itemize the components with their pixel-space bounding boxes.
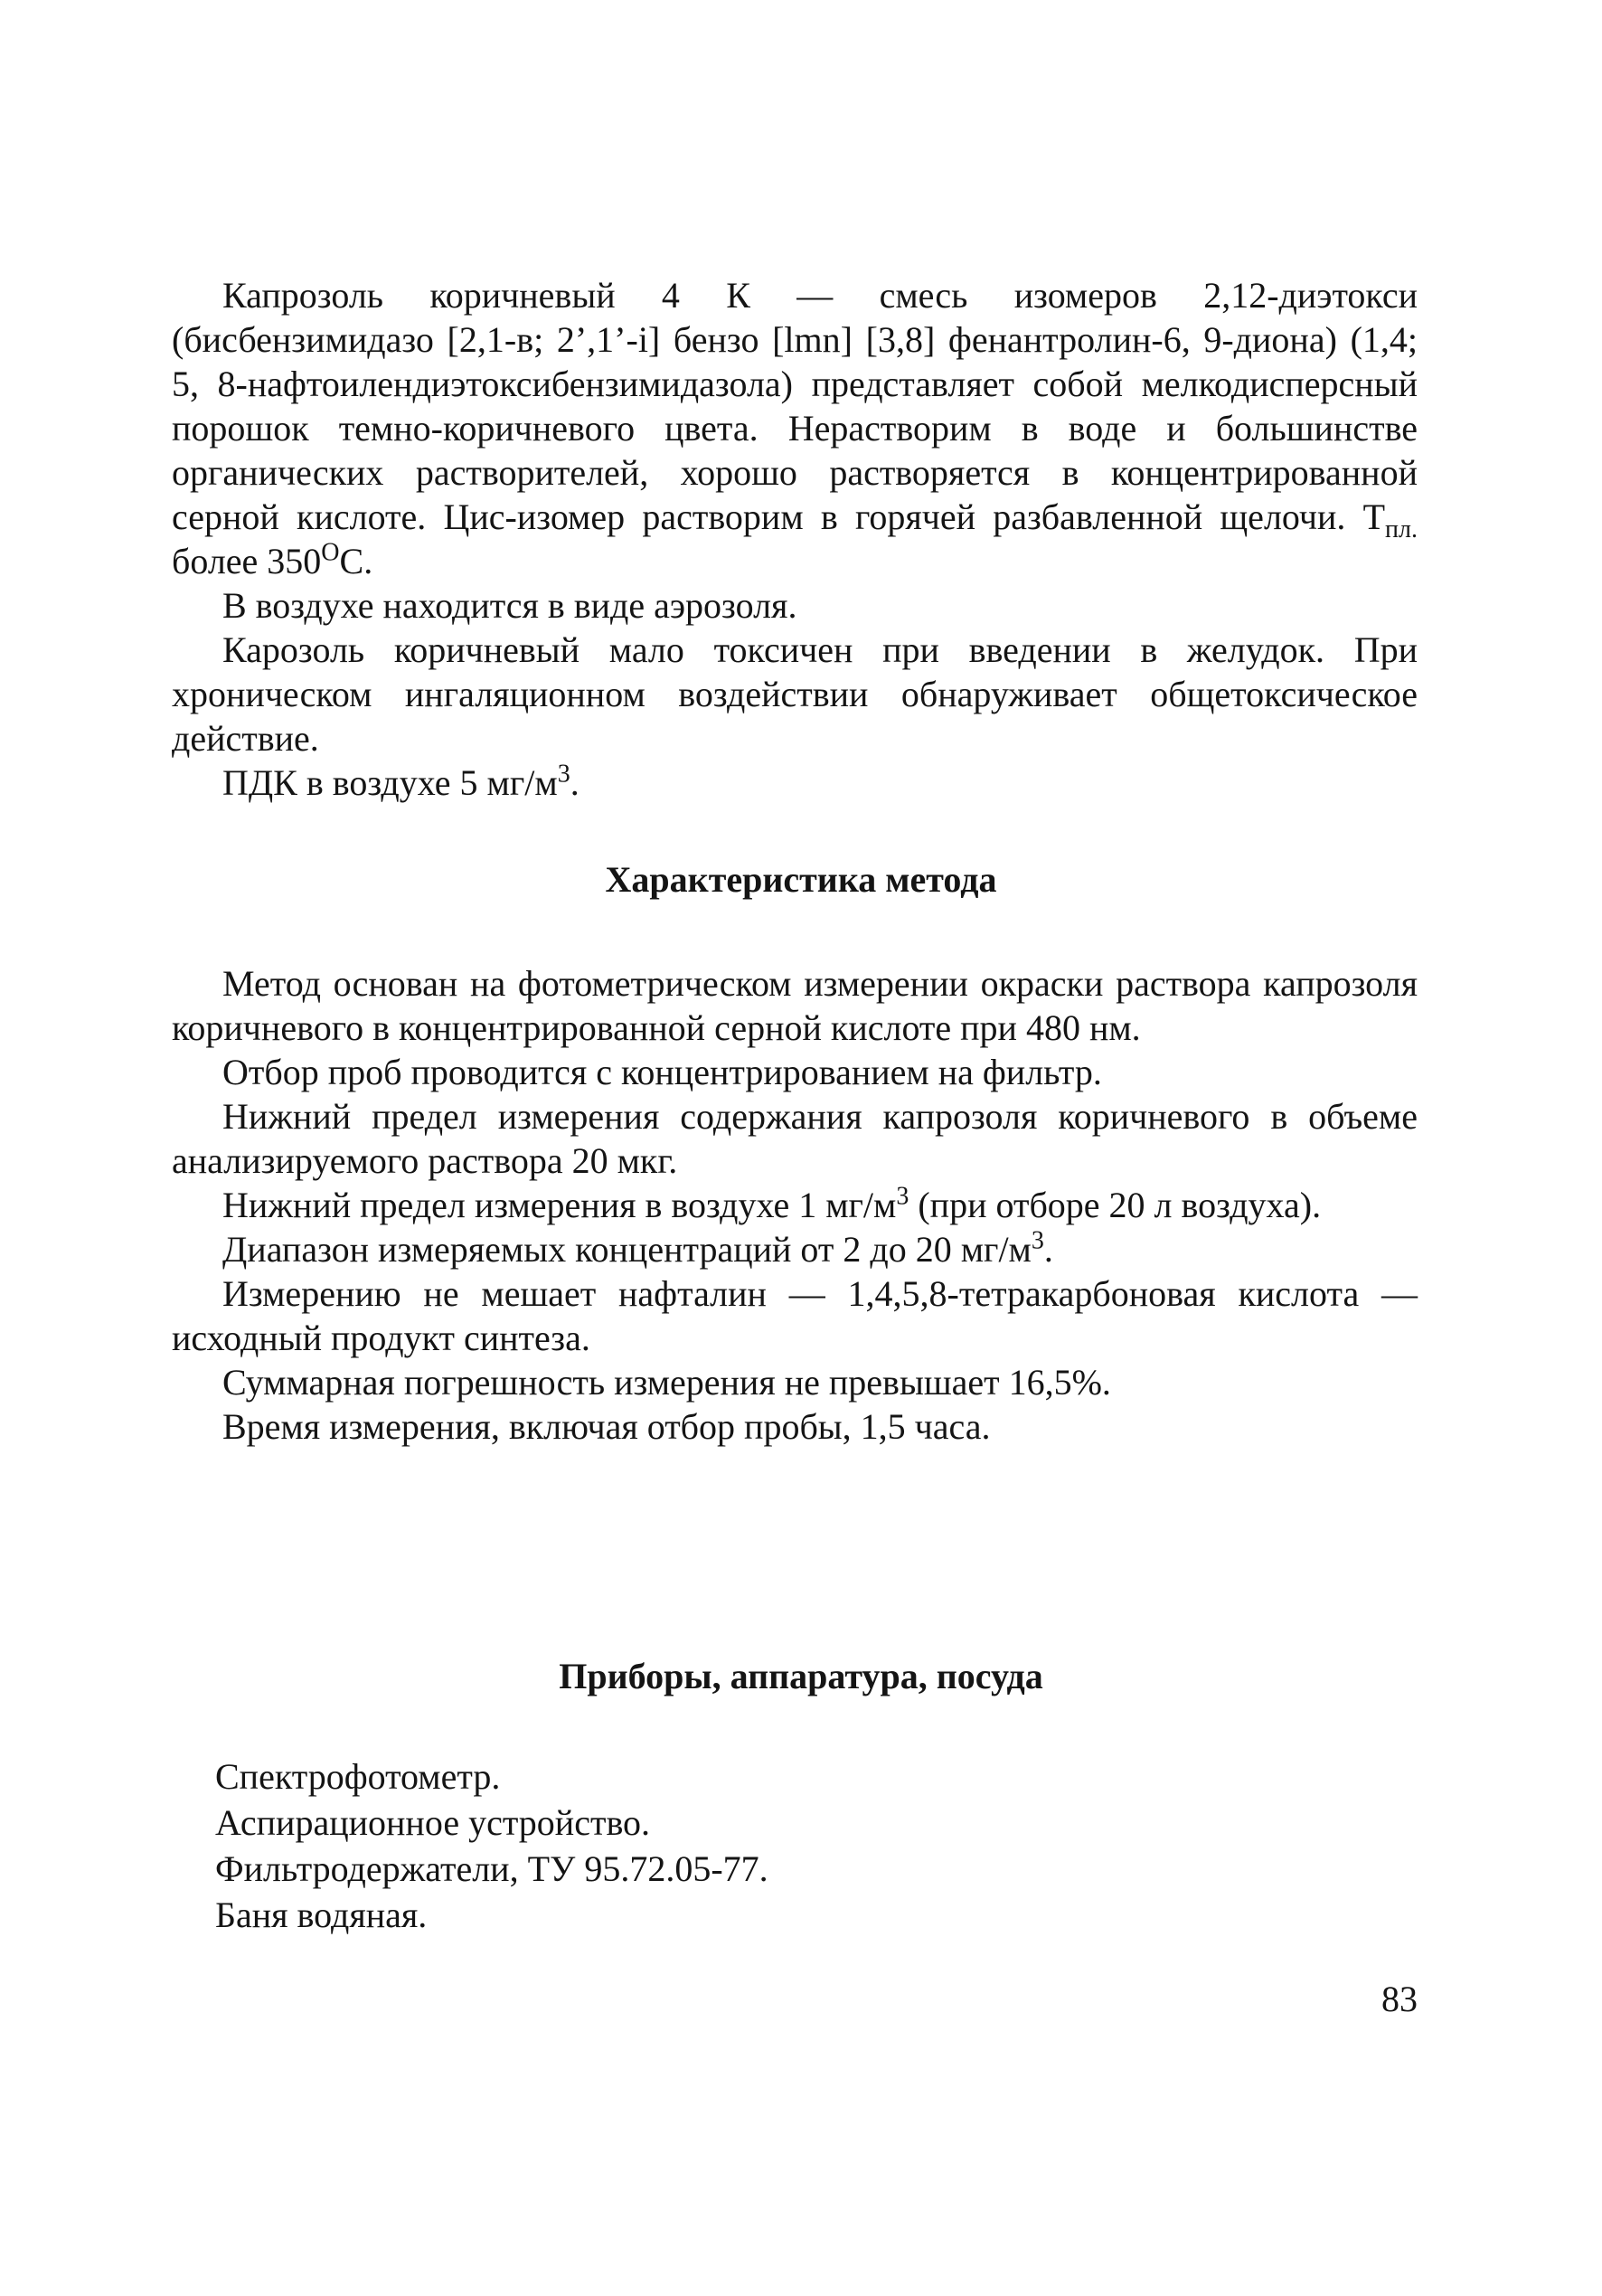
equipment-item: Баня водяная. (215, 1894, 428, 1935)
method-paragraph-range: Диапазон измеряемых концентраций от 2 до 20 $мг/м^3$. (222, 1226, 1053, 1270)
melting-point-subscript: пл. (1385, 515, 1418, 543)
intro-section (172, 273, 1418, 805)
method-paragraph-interference: Измерению не мешает нафталин — 1,4,5,8-тетракарбоновая кислота — исходный продукт синтеза. (172, 1273, 1418, 1358)
method-paragraph-sampling: Отбор проб проводится с концентрированием на фильтр. (222, 1052, 1102, 1092)
intro-paragraph-aerosol: В воздухе находится в виде аэрозоля. (222, 585, 797, 626)
equipment-item: Аспирационное устройство. (215, 1802, 651, 1843)
equipment-list (215, 1754, 1300, 1939)
method-section (172, 961, 1418, 1449)
degree-superscript: О (321, 538, 340, 567)
method-heading: Характеристика метода (605, 859, 997, 900)
page-number: 83 (1381, 1979, 1418, 2019)
equipment-item: Фильтродержатели, ТУ 95.72.05-77. (215, 1848, 768, 1889)
intro-paragraph-toxicity: Карозоль коричневый мало токсичен при введении в желудок. При хроническом ингаляционном воздействии обнаруживает общетоксическое действие. (172, 629, 1418, 759)
cubic-superscript: 3 (557, 760, 570, 789)
equipment-heading: Приборы, аппаратура, посуда (559, 1656, 1043, 1696)
intro-paragraph-description: Капрозоль коричневый 4 К — смесь изомеров 2,12-диэтокси (бисбензимидазо [2,1-в; 2’,1’-i] бензо [lmn] [3,8] фенантролин-6, 9-диона) (1,4; 5, 8-нафтоилендиэтоксибензимидазола) представляет собой мелкодисперсный порошок темно-коричневого цвета. Нерастворим в воде и большинстве органических растворителей, хорошо растворяется в концентрированной серной кислоте. Цис-изомер растворим в горячей разбавленной щелочи. $Т_{пл.}$ более $350^ОС$. (172, 275, 1418, 581)
intro-paragraph-mac: ПДК в воздухе 5 $мг/м^3$. (222, 760, 580, 803)
method-paragraph-time: Время измерения, включая отбор пробы, 1,5 часа. (222, 1406, 991, 1447)
method-paragraph-lower-limit-air: Нижний предел измерения в воздухе 1 $мг/м^3$ (при отборе 20 л воздуха). (222, 1182, 1322, 1225)
method-paragraph-lower-limit-solution: Нижний предел измерения содержания капрозоля коричневого в объеме анализируемого раствора 20 мкг. (172, 1096, 1418, 1181)
method-paragraph-error: Суммарная погрешность измерения не превышает 16,5%. (222, 1362, 1111, 1403)
method-paragraph-principle: Метод основан на фотометрическом измерении окраски раствора капрозоля коричневого в концентрированной серной кислоте при 480 нм. (172, 963, 1418, 1048)
equipment-item: Спектрофотометр. (215, 1756, 501, 1797)
